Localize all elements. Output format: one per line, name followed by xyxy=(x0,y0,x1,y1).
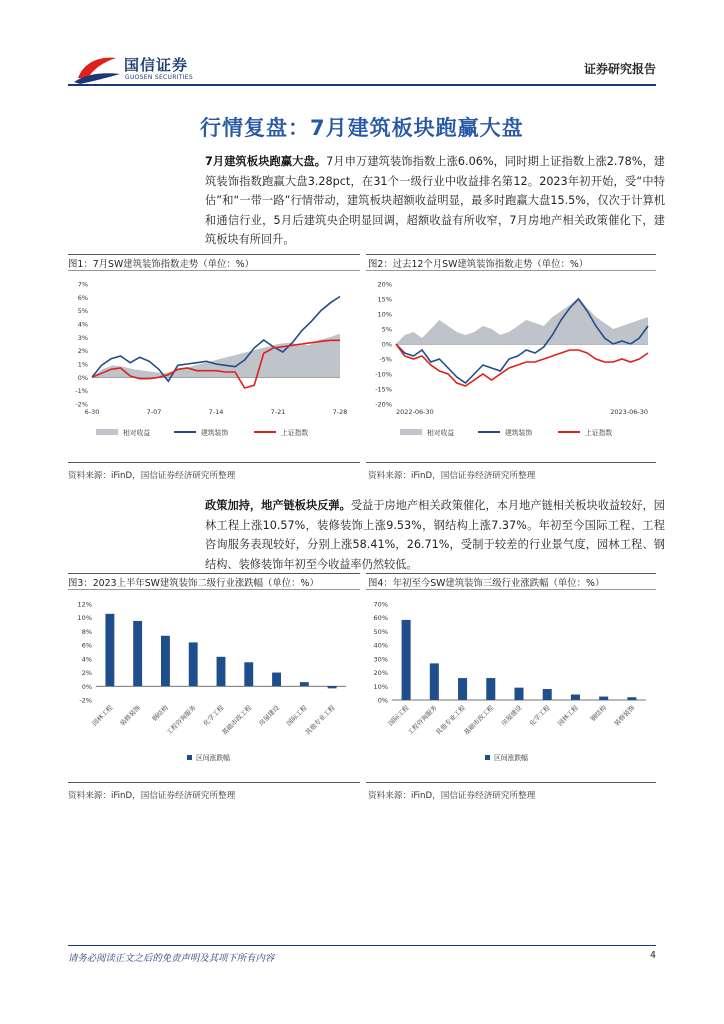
fig2-bottom-rule xyxy=(366,462,656,463)
x-category-label: 园林工程 xyxy=(556,703,580,728)
fig3-title: 图3：2023上半年SW建筑装饰二级行业涨跌幅（单位：%） xyxy=(68,578,319,589)
fig4-top-rule xyxy=(366,573,656,574)
y-tick-label: 2% xyxy=(81,669,92,678)
y-tick-label: 20% xyxy=(377,280,392,289)
x-tick-label: 7-14 xyxy=(208,408,224,416)
bar xyxy=(217,657,226,686)
y-tick-label: 5% xyxy=(381,325,392,334)
bar xyxy=(105,614,114,686)
legend-label: 相对收益 xyxy=(427,429,455,437)
bar xyxy=(458,678,467,700)
bar xyxy=(402,620,411,700)
legend-swatch-bar xyxy=(187,755,192,760)
y-tick-label: 30% xyxy=(373,655,388,664)
x-category-label: 钢结构 xyxy=(588,703,609,723)
fig4-bottom-rule xyxy=(366,782,656,783)
fig3-source: 资料来源：iFinD，国信证券经济研究所整理 xyxy=(68,791,236,801)
bar xyxy=(272,673,281,687)
company-logo xyxy=(72,52,200,86)
y-tick-label: 0% xyxy=(81,682,92,691)
x-category-label: 工程咨询服务 xyxy=(405,703,439,737)
y-tick-label: 70% xyxy=(373,600,388,609)
y-tick-label: -1% xyxy=(75,387,88,396)
page-number: 4 xyxy=(650,950,656,961)
series-area-relative-return xyxy=(396,298,648,345)
y-tick-label: 20% xyxy=(373,669,388,678)
bar xyxy=(161,636,170,687)
y-tick-label: 6% xyxy=(77,293,88,302)
x-category-label: 装修装饰 xyxy=(612,703,637,728)
y-tick-label: 10% xyxy=(377,310,392,319)
fig4-chart xyxy=(366,596,656,776)
bar xyxy=(486,678,495,700)
y-tick-label: -15% xyxy=(375,385,392,394)
bar xyxy=(514,688,523,700)
x-tick-label: 2023-06-30 xyxy=(610,408,648,416)
y-tick-label: 5% xyxy=(77,307,88,316)
x-tick-label: 7-28 xyxy=(332,408,348,416)
y-tick-label: 40% xyxy=(373,641,388,650)
y-tick-label: 50% xyxy=(373,627,388,636)
fig1-title-rule xyxy=(68,270,360,271)
fig4-title-rule xyxy=(366,589,656,590)
fig2-title-rule xyxy=(366,270,656,271)
legend-label: 上证指数 xyxy=(281,429,309,437)
x-category-label: 国际工程 xyxy=(285,703,309,728)
header-divider xyxy=(68,84,656,86)
y-tick-label: 7% xyxy=(77,280,88,289)
legend-label: 相对收益 xyxy=(123,429,151,437)
section-title: 行情复盘：7月建筑板块跑赢大盘 xyxy=(200,116,524,140)
y-tick-label: 4% xyxy=(81,655,92,664)
paragraph-lead: 政策加持，地产链板块反弹。 xyxy=(205,499,351,512)
logo-mark-icon xyxy=(72,52,122,86)
bar xyxy=(300,682,309,686)
fig2-top-rule xyxy=(366,254,656,255)
y-tick-label: 2% xyxy=(77,347,88,356)
fig3-bottom-rule xyxy=(68,782,360,783)
x-category-label: 基础市政工程 xyxy=(462,703,496,737)
y-tick-label: 1% xyxy=(77,360,88,369)
fig2-chart xyxy=(366,276,656,452)
x-category-label: 其他专业工程 xyxy=(434,703,467,737)
fig3-title-rule xyxy=(68,589,360,590)
fig1-source: 资料来源：iFinD，国信证券经济研究所整理 xyxy=(68,471,236,481)
footer-divider xyxy=(68,945,656,946)
footer-disclaimer: 请务必阅读正文之后的免责声明及其项下所有内容 xyxy=(68,953,275,964)
fig1-chart xyxy=(68,276,360,452)
legend-swatch-area xyxy=(400,429,422,435)
x-category-label: 房屋建设 xyxy=(257,703,281,728)
legend-label: 区间涨跌幅 xyxy=(494,754,528,762)
y-tick-label: -10% xyxy=(375,370,392,379)
x-tick-label: 7-07 xyxy=(146,408,162,416)
y-tick-label: 6% xyxy=(81,641,92,650)
bar xyxy=(430,663,439,700)
logo-english-name: GUOSEN SECURITIES xyxy=(125,74,194,81)
y-tick-label: 4% xyxy=(77,320,88,329)
legend-label: 区间涨跌幅 xyxy=(196,754,230,762)
y-tick-label: 15% xyxy=(377,295,392,304)
y-tick-label: 8% xyxy=(81,627,92,636)
x-category-label: 化学工程 xyxy=(527,703,552,728)
bar xyxy=(571,695,580,700)
fig1-bottom-rule xyxy=(68,462,360,463)
paragraph-body: 7月申万建筑装饰指数上涨6.06%，同时期上证指数上涨2.78%，建筑装饰指数跑赢大盘3.28pct，在31个一级行业中收益排名第12。2023年初开始，受“中特估”和“一带一路”行情带动，建筑板块超额收益明显，最多时跑赢大盘15.5%，仅次于计算机和通信行业，5月后建筑央企明显回调，超额收益有所收窄，7月房地产相关政策催化下，建筑板块有所回升。 xyxy=(205,155,665,246)
x-tick-label: 6-30 xyxy=(84,408,100,416)
report-type-label: 证券研究报告 xyxy=(583,62,656,76)
legend-label: 建筑装饰 xyxy=(201,429,229,437)
legend-swatch-area xyxy=(96,429,118,435)
paragraph-lead: 7月建筑板块跑赢大盘。 xyxy=(205,155,327,168)
fig2-source: 资料来源：iFinD，国信证券经济研究所整理 xyxy=(368,471,536,481)
bar xyxy=(244,662,253,686)
bar xyxy=(133,621,142,686)
y-tick-label: 0% xyxy=(381,340,392,349)
y-tick-label: -2% xyxy=(75,400,88,409)
x-category-label: 基础市政工程 xyxy=(220,703,254,737)
x-category-label: 装修装饰 xyxy=(118,703,143,728)
fig4-source: 资料来源：iFinD，国信证券经济研究所整理 xyxy=(368,791,536,801)
paragraph-body: 受益于房地产相关政策催化，本月地产链相关板块收益较好，园林工程上涨10.57%，装修装饰上涨9.53%，钢结构上涨7.37%。年初至今国际工程、工程咨询服务表现较好，分别上涨58.41%，26.71%，受制于较差的行业景气度，园林工程、钢结构、装修装饰年初至今收益率仍然较低。 xyxy=(205,499,665,571)
bar xyxy=(599,697,608,700)
y-tick-label: -2% xyxy=(79,696,92,705)
legend-label: 建筑装饰 xyxy=(505,429,533,437)
bar xyxy=(543,689,552,700)
x-category-label: 钢结构 xyxy=(150,703,170,723)
logo-chinese-name: 国信证券 xyxy=(124,56,189,74)
y-tick-label: -20% xyxy=(375,400,392,409)
fig1-top-rule xyxy=(68,254,360,255)
y-tick-label: 60% xyxy=(373,614,388,623)
y-tick-label: 0% xyxy=(377,696,388,705)
legend-label: 上证指数 xyxy=(585,429,613,437)
bar xyxy=(328,686,337,688)
x-category-label: 化学工程 xyxy=(201,703,226,728)
bar xyxy=(627,697,636,700)
fig2-title: 图2：过去12个月SW建筑装饰指数走势（单位：%） xyxy=(368,259,589,270)
x-category-label: 其他专业工程 xyxy=(303,703,337,737)
x-category-label: 园林工程 xyxy=(90,703,115,728)
x-category-label: 国际工程 xyxy=(386,703,411,728)
fig1-title: 图1：7月SW建筑装饰指数走势（单位：%） xyxy=(68,259,255,270)
x-tick-label: 2022-06-30 xyxy=(396,408,434,416)
fig3-top-rule xyxy=(68,573,360,574)
x-category-label: 工程咨询服务 xyxy=(164,703,198,737)
y-tick-label: 3% xyxy=(77,333,88,342)
bar xyxy=(189,642,198,686)
y-tick-label: 10% xyxy=(373,682,388,691)
fig4-title: 图4：年初至今SW建筑装饰三级行业涨跌幅（单位：%） xyxy=(368,578,605,589)
x-tick-label: 7-21 xyxy=(270,408,286,416)
legend-swatch-bar xyxy=(485,755,490,760)
y-tick-label: -5% xyxy=(379,355,392,364)
paragraph-july-performance xyxy=(205,152,665,250)
paragraph-property-chain xyxy=(205,496,665,574)
x-category-label: 房屋建设 xyxy=(499,703,524,728)
y-tick-label: 10% xyxy=(77,614,92,623)
fig3-chart xyxy=(68,596,360,776)
y-tick-label: 12% xyxy=(77,600,92,609)
series-line-shanghai xyxy=(396,344,648,386)
y-tick-label: 0% xyxy=(77,373,88,382)
